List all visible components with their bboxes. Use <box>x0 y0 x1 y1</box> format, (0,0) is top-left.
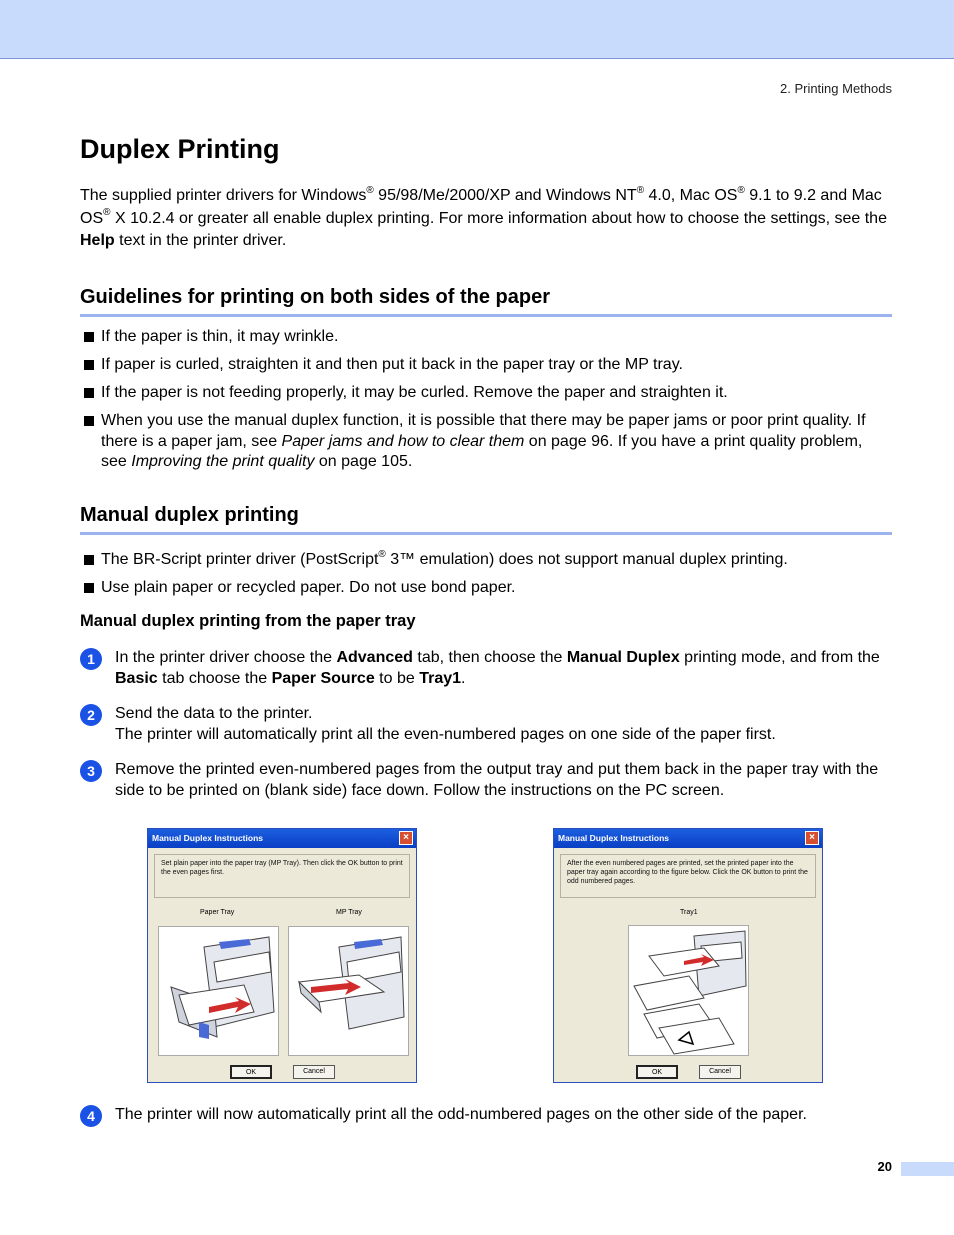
list-item: If the paper is thin, it may wrinkle. <box>80 327 892 348</box>
paper-reload-icon <box>629 926 748 1055</box>
dialog-titlebar <box>148 829 416 848</box>
printer-mp-tray-icon <box>289 927 408 1055</box>
manual-duplex-list <box>80 550 892 599</box>
close-icon[interactable]: × <box>805 831 819 845</box>
guidelines-heading: Guidelines for printing on both sides of the paper <box>80 286 892 317</box>
paper-tray-heading: Manual duplex printing from the paper tray <box>80 612 416 630</box>
step-3 <box>80 760 892 801</box>
printer-tray-icon <box>159 927 278 1055</box>
dialog-titlebar <box>554 829 822 848</box>
paper-tray-label: Paper Tray <box>200 909 235 916</box>
cross-reference-link[interactable]: Paper jams and how to clear them <box>281 432 525 450</box>
manual-duplex-heading: Manual duplex printing <box>80 504 892 535</box>
step-number: 3 <box>80 760 102 782</box>
manual-duplex-dialog-tray <box>147 828 417 1083</box>
dialog-title: Manual Duplex Instructions <box>558 833 669 843</box>
manual-duplex-dialog-reload <box>553 828 823 1083</box>
guidelines-list <box>80 327 892 473</box>
help-term: Help <box>80 232 115 249</box>
page-title: Duplex Printing <box>80 134 280 164</box>
cancel-button[interactable]: Cancel <box>293 1065 335 1079</box>
step-text: In the printer driver choose the Advanced tab, then choose the Manual Duplex printing mode, and from the Basic tab choose the Paper Source to be Tray1. <box>115 649 880 687</box>
step-number: 4 <box>80 1105 102 1127</box>
page-number: 20 <box>877 1159 892 1174</box>
step-text: The printer will now automatically print all the odd-numbered pages on the other side of the paper. <box>115 1106 807 1123</box>
list-item: Use plain paper or recycled paper. Do not use bond paper. <box>80 578 892 599</box>
dialog-message: Set plain paper into the paper tray (MP Tray). Then click the OK button to print the even pages first. <box>154 854 410 898</box>
ok-button[interactable]: OK <box>636 1065 678 1079</box>
step-text: Send the data to the printer. The printer will automatically print all the even-numbered pages on one side of the paper first. <box>115 705 776 743</box>
cross-reference-link[interactable]: Improving the print quality <box>131 453 315 470</box>
list-item: When you use the manual duplex function, it is possible that there may be paper jams or poor print quality. If there is a paper jam, see Paper jams and how to clear them on page 96. If you have a print quality problem, see Improving the print quality on page 105. <box>80 411 892 473</box>
list-item: The BR-Script printer driver (PostScript® 3™ emulation) does not support manual duplex printing. <box>80 550 892 571</box>
intro-paragraph: The supplied printer drivers for Windows® 95/98/Me/2000/XP and Windows NT® 4.0, Mac OS® 9.1 to 9.2 and Mac OS® X 10.2.4 or greater all enable duplex printing. For more information about how to choose the settings, see the Help text in the printer driver. <box>80 184 887 249</box>
step-text: Remove the printed even-numbered pages from the output tray and put them back in the paper tray with the side to be printed on (blank side) face down. Follow the instructions on the PC screen. <box>115 761 879 799</box>
dialog-message: After the even numbered pages are printed, set the printed paper into the paper tray again according to the figure below. Click the OK button to print the odd numbered pages. <box>560 854 816 898</box>
mp-tray-illustration <box>288 926 409 1056</box>
step-number: 1 <box>80 648 102 670</box>
close-icon[interactable]: × <box>399 831 413 845</box>
step-number: 2 <box>80 704 102 726</box>
running-header: 2. Printing Methods <box>779 81 892 96</box>
step-2 <box>80 704 892 745</box>
dialog-title: Manual Duplex Instructions <box>152 833 263 843</box>
reload-illustration <box>628 925 749 1056</box>
list-item: If paper is curled, straighten it and then put it back in the paper tray or the MP tray. <box>80 355 892 376</box>
tray1-label: Tray1 <box>680 909 698 916</box>
footer-band <box>901 1162 954 1176</box>
list-item: If the paper is not feeding properly, it may be curled. Remove the paper and straighten it. <box>80 383 892 404</box>
step-4 <box>80 1105 892 1126</box>
ok-button[interactable]: OK <box>230 1065 272 1079</box>
mp-tray-label: MP Tray <box>336 909 362 916</box>
paper-tray-illustration <box>158 926 279 1056</box>
cancel-button[interactable]: Cancel <box>699 1065 741 1079</box>
header-band <box>0 0 954 59</box>
step-1 <box>80 648 892 689</box>
